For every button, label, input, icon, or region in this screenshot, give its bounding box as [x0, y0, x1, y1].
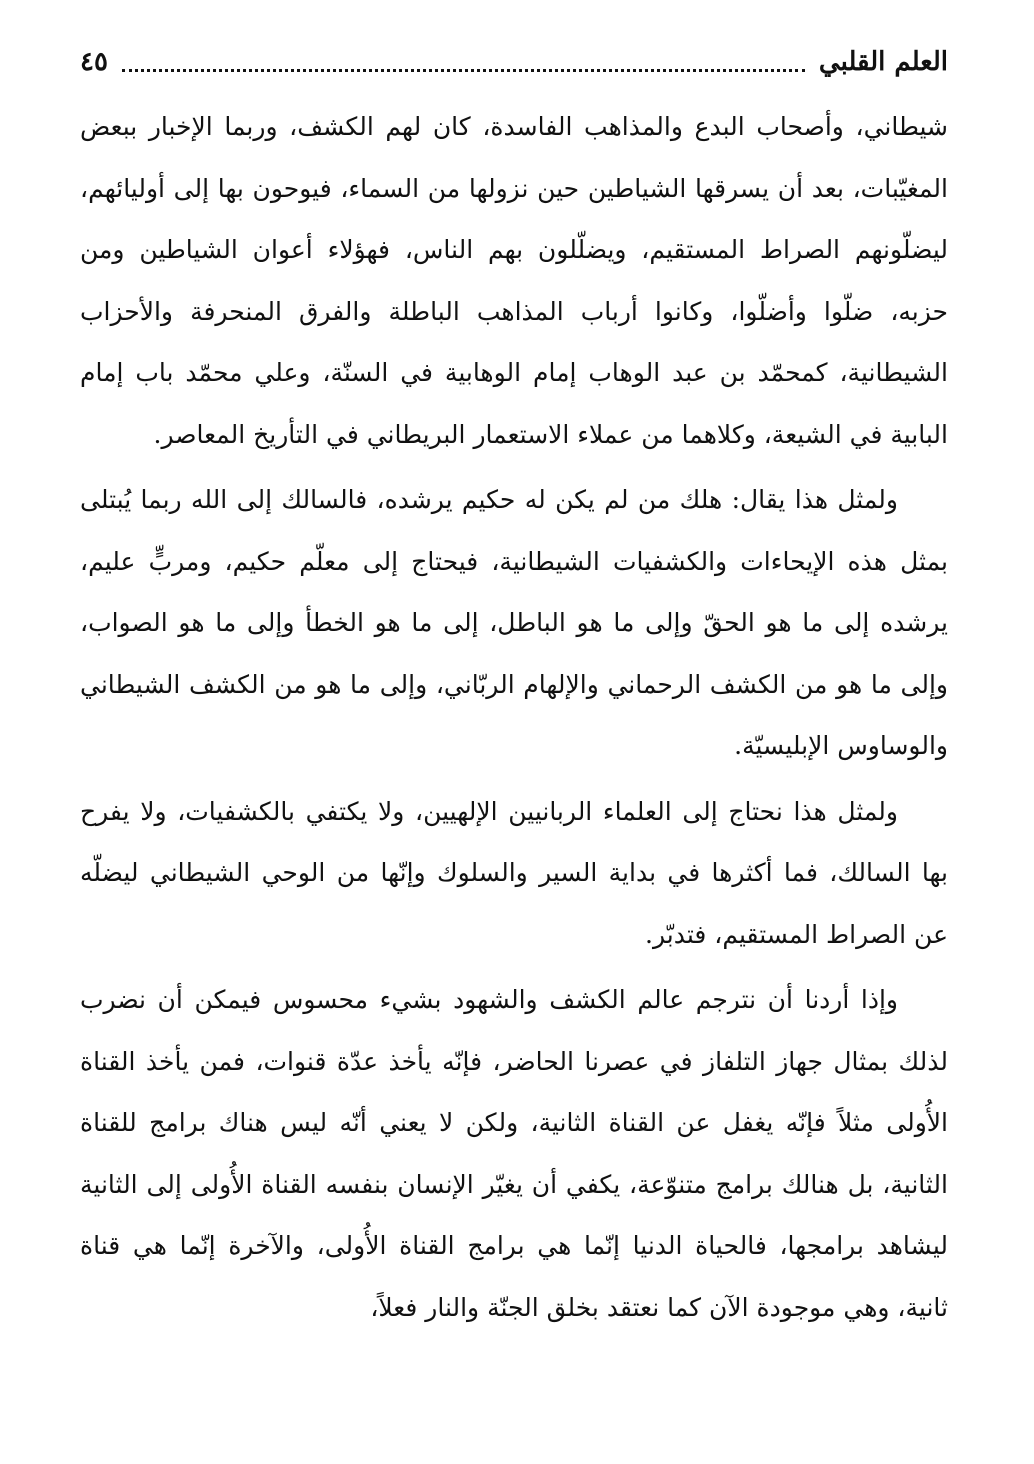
chapter-title: العلم القلبي: [818, 47, 948, 77]
paragraph: ولمثل هذا يقال: هلك من لم يكن له حكيم يرشده، فالسالك إلى الله ربما يُبتلى بمثل هذه الإيحاءات والكشفيات الشيطانية، فيحتاج إلى معلّم حكيم، ومربٍّ عليم، يرشده إلى ما هو الحقّ وإلى ما هو الباطل، إلى ما هو الخطأ وإلى ما هو الصواب، وإلى ما هو من الكشف الرحماني والإلهام الربّاني، وإلى ما هو من الكشف الشيطاني والوساوس الإبليسيّة.: [80, 485, 948, 760]
body-text: [80, 96, 948, 1338]
page-number: ٤٥: [80, 47, 108, 77]
running-header: [80, 40, 948, 84]
paragraph: ولمثل هذا نحتاج إلى العلماء الربانيين الإلهيين، ولا يكتفي بالكشفيات، ولا يفرح بها السالك، فما أكثرها في بداية السير والسلوك وإنّها من الوحي الشيطاني ليضلّه عن الصراط المستقيم، فتدبّر.: [80, 796, 948, 949]
paragraph: وإذا أردنا أن نترجم عالم الكشف والشهود بشيء محسوس فيمكن أن نضرب لذلك بمثال جهاز التلفاز في عصرنا الحاضر، فإنّه يأخذ عدّة قنوات، فمن يأخذ القناة الأُولى مثلاً فإنّه يغفل عن القناة الثانية، ولكن لا يعني أنّه ليس هناك برامج للقناة الثانية، بل هنالك برامج متنوّعة، يكفي أن يغيّر الإنسان بنفسه القناة الأُولى إلى الثانية ليشاهد برامجها، فالحياة الدنيا إنّما هي برامج القناة الأُولى، والآخرة إنّما هي قناة ثانية، وهي موجودة الآن كما نعتقد بخلق الجنّة والنار فعلاً،: [80, 985, 948, 1322]
dotted-leader: [122, 69, 805, 72]
paragraph: شيطاني، وأصحاب البدع والمذاهب الفاسدة، كان لهم الكشف، وربما الإخبار ببعض المغيّبات، بعد أن يسرقها الشياطين حين نزولها من السماء، فيوحون بها إلى أوليائهم، ليضلّونهم الصراط المستقيم، ويضلّلون بهم الناس، فهؤلاء أعوان الشياطين ومن حزبه، ضلّوا وأضلّوا، وكانوا أرباب المذاهب الباطلة والفرق المنحرفة والأحزاب الشيطانية، كمحمّد بن عبد الوهاب إمام الوهابية في السنّة، وعلي محمّد باب إمام البابية في الشيعة، وكلاهما من عملاء الاستعمار البريطاني في التأريخ المعاصر.: [80, 112, 948, 449]
